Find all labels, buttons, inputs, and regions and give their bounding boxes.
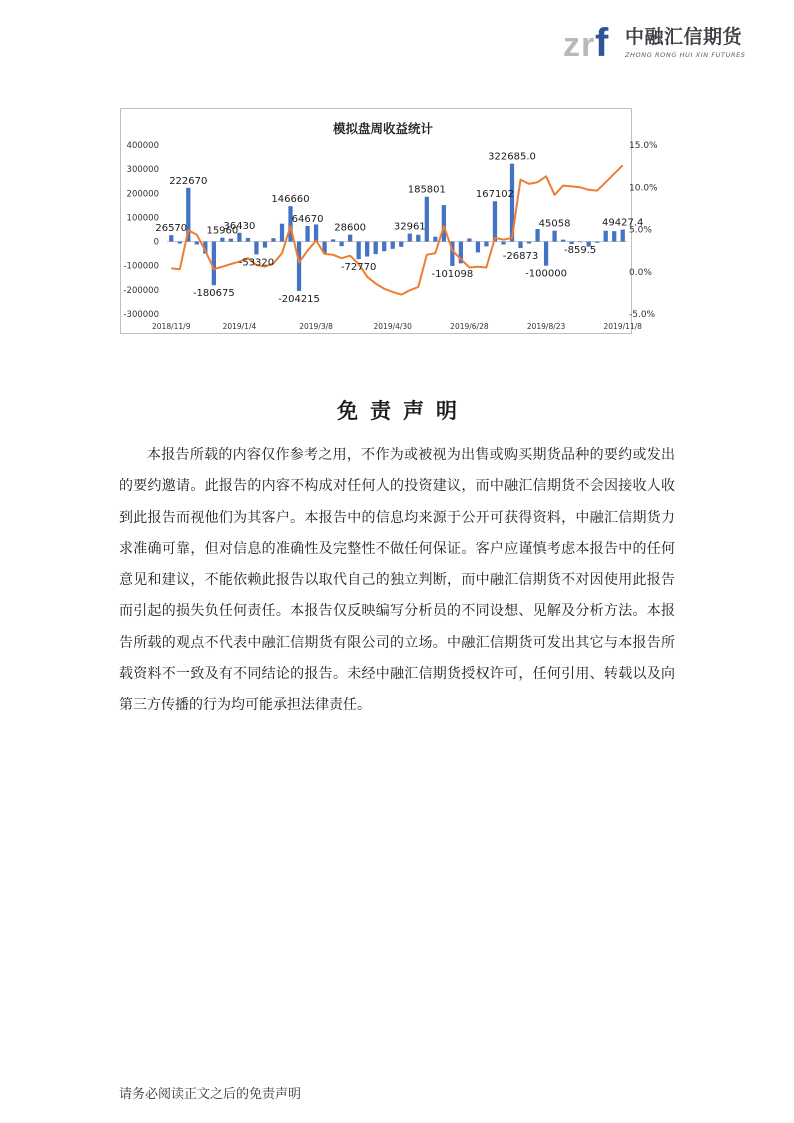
weekly-return-bar bbox=[535, 229, 539, 242]
weekly-return-bar bbox=[493, 201, 497, 241]
left-axis-tick-label: 0 bbox=[153, 237, 159, 248]
left-axis-tick-label: 100000 bbox=[126, 213, 159, 224]
bar-data-label: 15960 bbox=[206, 225, 239, 237]
bar-data-label: 36430 bbox=[223, 220, 256, 232]
weekly-return-bar bbox=[271, 238, 275, 241]
weekly-return-bar bbox=[578, 242, 582, 243]
bar-data-label: -100000 bbox=[525, 268, 567, 280]
x-axis-tick-label: 2019/8/23 bbox=[526, 322, 566, 331]
weekly-return-bar bbox=[484, 242, 488, 247]
disclaimer-body: 本报告所载的内容仅作参考之用，不作为或被视为出售或购买期货品种的要约或发出的要约邀请。此报告的内容不构成对任何人的投资建议，而中融汇信期货不会因接收人收到此报告而视他们为其客户。本报告中的信息均来源于公开可获得资料，中融汇信期货力求准确可靠，但对信息的准确性及完整性不做任何保证。客户应谨慎考虑本报告中的任何意见和建议，不能依赖此报告以取代自己的独立判断，而中融汇信期货不对因使用此报告而引起的损失负任何责任。本报告仅反映编写分析员的不同设想、见解及分析方法。本报告所载的观点不代表中融汇信期货有限公司的立场。中融汇信期货可发出其它与本报告所载资料不一致及有不同结论的报告。未经中融汇信期货授权许可，任何引用、转载以及向第三方传播的行为均可能承担法律责任。 bbox=[119, 447, 675, 714]
left-axis-tick-label: -200000 bbox=[123, 285, 159, 296]
logo-english-name: ZHONG RONG HUI XIN FUTURES bbox=[625, 51, 746, 59]
weekly-return-bar bbox=[501, 242, 505, 245]
left-axis-tick-label: -100000 bbox=[123, 261, 159, 272]
weekly-return-bar bbox=[348, 235, 352, 242]
bar-data-label: 64670 bbox=[291, 213, 324, 225]
weekly-return-bar bbox=[331, 239, 335, 241]
bar-data-label: 146660 bbox=[271, 194, 310, 206]
bar-data-label: -180675 bbox=[192, 288, 235, 300]
weekly-return-bar bbox=[570, 242, 574, 244]
left-axis-tick-label: -300000 bbox=[123, 310, 159, 320]
weekly-return-bar bbox=[391, 242, 395, 249]
disclaimer-title: 免责声明 bbox=[337, 399, 469, 423]
left-axis-tick-label: 300000 bbox=[126, 165, 159, 176]
weekly-return-bar bbox=[297, 242, 301, 291]
bar-data-label: -26873 bbox=[502, 251, 539, 263]
bar-data-label: -101098 bbox=[431, 268, 474, 280]
zrf-logo-mark bbox=[563, 18, 621, 65]
footer-note: 请务必阅读正文之后的免责声明 bbox=[119, 1087, 302, 1102]
bar-data-label: 222670 bbox=[169, 175, 208, 187]
weekly-return-bar bbox=[212, 242, 216, 286]
weekly-return-bar bbox=[220, 238, 224, 242]
bar-data-label: 322685.0 bbox=[488, 151, 536, 163]
weekly-return-bar bbox=[408, 234, 412, 242]
chart-title: 模拟盘周收益统计 bbox=[332, 121, 434, 136]
weekly-return-bar bbox=[357, 242, 361, 260]
chart-canvas bbox=[121, 109, 658, 333]
weekly-return-bar bbox=[374, 242, 378, 255]
bar-data-label: 45058 bbox=[538, 218, 571, 230]
bar-data-label: 26570 bbox=[155, 223, 188, 235]
weekly-return-bar bbox=[527, 242, 531, 244]
x-axis-tick-label: 2019/6/28 bbox=[450, 322, 489, 331]
right-axis-tick-label: 15.0% bbox=[629, 141, 658, 151]
weekly-return-bar bbox=[314, 224, 318, 241]
bar-data-label: 167102 bbox=[475, 189, 515, 201]
weekly-return-bar bbox=[340, 242, 344, 247]
x-axis-tick-label: 2019/4/30 bbox=[373, 322, 412, 331]
right-axis-tick-label: 10.0% bbox=[629, 183, 658, 194]
weekly-return-bar bbox=[254, 242, 258, 255]
logo-chinese-name: 中融汇信期货 bbox=[625, 26, 743, 48]
weekly-return-bar bbox=[595, 242, 599, 243]
company-logo bbox=[563, 18, 753, 65]
left-axis-tick-label: 400000 bbox=[126, 141, 159, 151]
right-axis-tick-label: -5.0% bbox=[629, 310, 656, 320]
x-axis-tick-label: 2019/1/4 bbox=[222, 322, 257, 331]
x-axis-tick-label: 2019/11/8 bbox=[603, 322, 642, 331]
weekly-return-bar bbox=[518, 242, 522, 248]
weekly-return-bar bbox=[433, 237, 437, 242]
weekly-return-bar bbox=[604, 231, 608, 242]
weekly-return-bar bbox=[467, 238, 471, 241]
weekly-return-bar bbox=[476, 242, 480, 253]
weekly-return-chart bbox=[120, 108, 658, 334]
weekly-return-bar bbox=[246, 238, 250, 242]
x-axis-tick-label: 2019/3/8 bbox=[299, 322, 333, 331]
bar-data-label: -859.5 bbox=[564, 244, 597, 256]
svg-text:z: z bbox=[563, 26, 580, 64]
bar-data-label: -204215 bbox=[278, 293, 320, 305]
weekly-return-bar bbox=[305, 226, 309, 242]
weekly-return-bar bbox=[442, 205, 446, 241]
right-axis-tick-label: 5.0% bbox=[629, 225, 652, 236]
svg-text:f: f bbox=[595, 21, 609, 65]
left-axis-tick-label: 200000 bbox=[126, 189, 159, 200]
bar-data-label: -53320 bbox=[238, 257, 275, 269]
bar-data-label: 49427.4 bbox=[602, 217, 644, 229]
x-axis-tick-label: 2018/11/9 bbox=[152, 322, 191, 331]
bar-data-label: -72770 bbox=[340, 262, 377, 274]
right-axis-tick-label: 0.0% bbox=[629, 267, 652, 278]
weekly-return-bar bbox=[365, 242, 369, 257]
weekly-return-bar bbox=[425, 197, 429, 242]
bar-data-label: 185801 bbox=[407, 184, 446, 196]
weekly-return-bar bbox=[612, 231, 616, 241]
weekly-return-bar bbox=[195, 242, 199, 245]
bar-data-label: 32961 bbox=[393, 221, 426, 233]
weekly-return-bar bbox=[263, 242, 267, 248]
weekly-return-bar bbox=[229, 239, 233, 242]
weekly-return-bar bbox=[280, 224, 284, 242]
weekly-return-bar bbox=[561, 240, 565, 242]
weekly-return-bar bbox=[178, 242, 182, 244]
weekly-return-bar bbox=[382, 242, 386, 252]
bar-data-label: 28600 bbox=[334, 222, 367, 234]
svg-text:r: r bbox=[581, 26, 595, 64]
weekly-return-bar bbox=[621, 230, 625, 242]
weekly-return-bar bbox=[552, 231, 556, 242]
weekly-return-bar bbox=[169, 235, 173, 241]
weekly-return-bar bbox=[544, 242, 548, 266]
weekly-return-bar bbox=[399, 242, 403, 247]
weekly-return-bar bbox=[416, 235, 420, 242]
